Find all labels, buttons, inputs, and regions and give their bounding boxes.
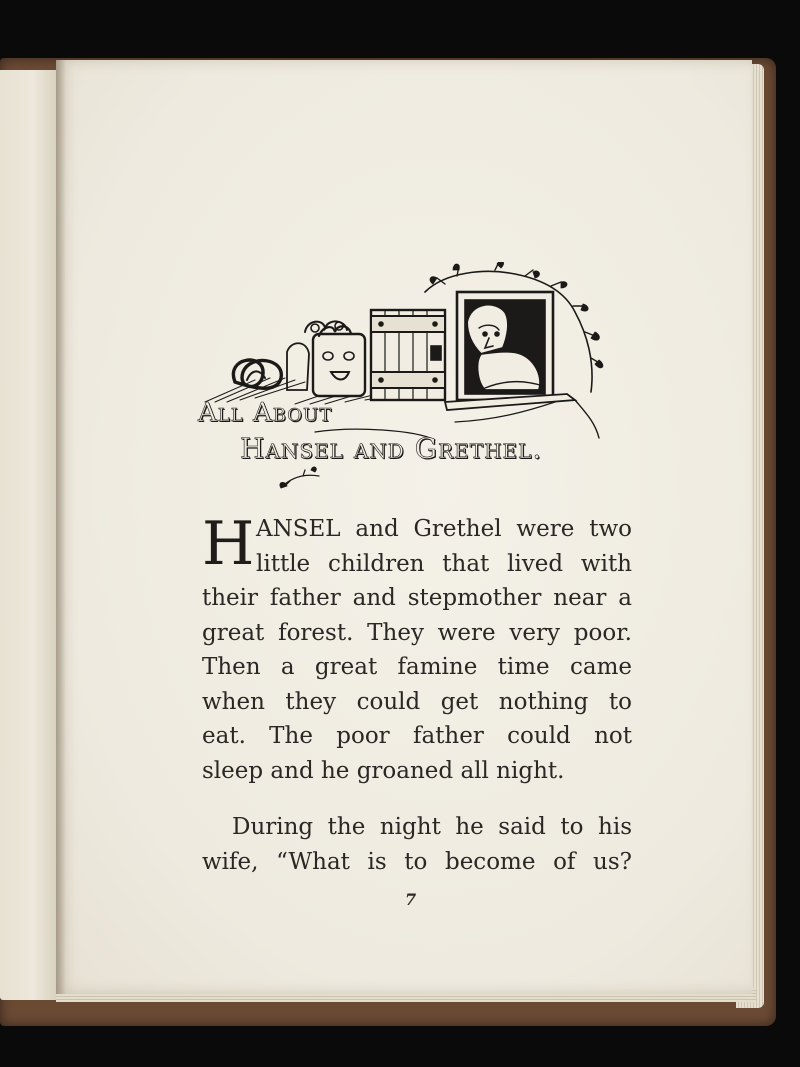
text-line: their father and stepmother near a [202, 585, 632, 611]
paragraph-1 [202, 509, 632, 788]
text-line: During the night he said to his [232, 814, 632, 840]
drop-cap: H [202, 509, 255, 579]
text-line: when they could get nothing to [202, 688, 632, 715]
text-line: sleep and he groaned all night. [202, 757, 565, 784]
text-line: great forest. They were very poor. [202, 619, 632, 646]
left-page [0, 70, 56, 1000]
heading-line-1: All About [198, 398, 333, 428]
text-line: eat. The poor father could not [202, 723, 632, 749]
text-line: ANSEL and Grethel were two [256, 516, 632, 542]
heading-line-2: Hansel and Grethel. [240, 432, 543, 465]
text-line: wife, “What is to become of us? [202, 848, 632, 875]
gutter-shadow [56, 60, 66, 994]
story-text [202, 509, 632, 879]
page-number: 7 [405, 890, 417, 909]
text-line: little children that lived with [256, 550, 632, 577]
text-line: Then a great famine time came [202, 654, 632, 680]
paragraph-2 [202, 810, 632, 879]
chapter-heading [196, 392, 636, 472]
